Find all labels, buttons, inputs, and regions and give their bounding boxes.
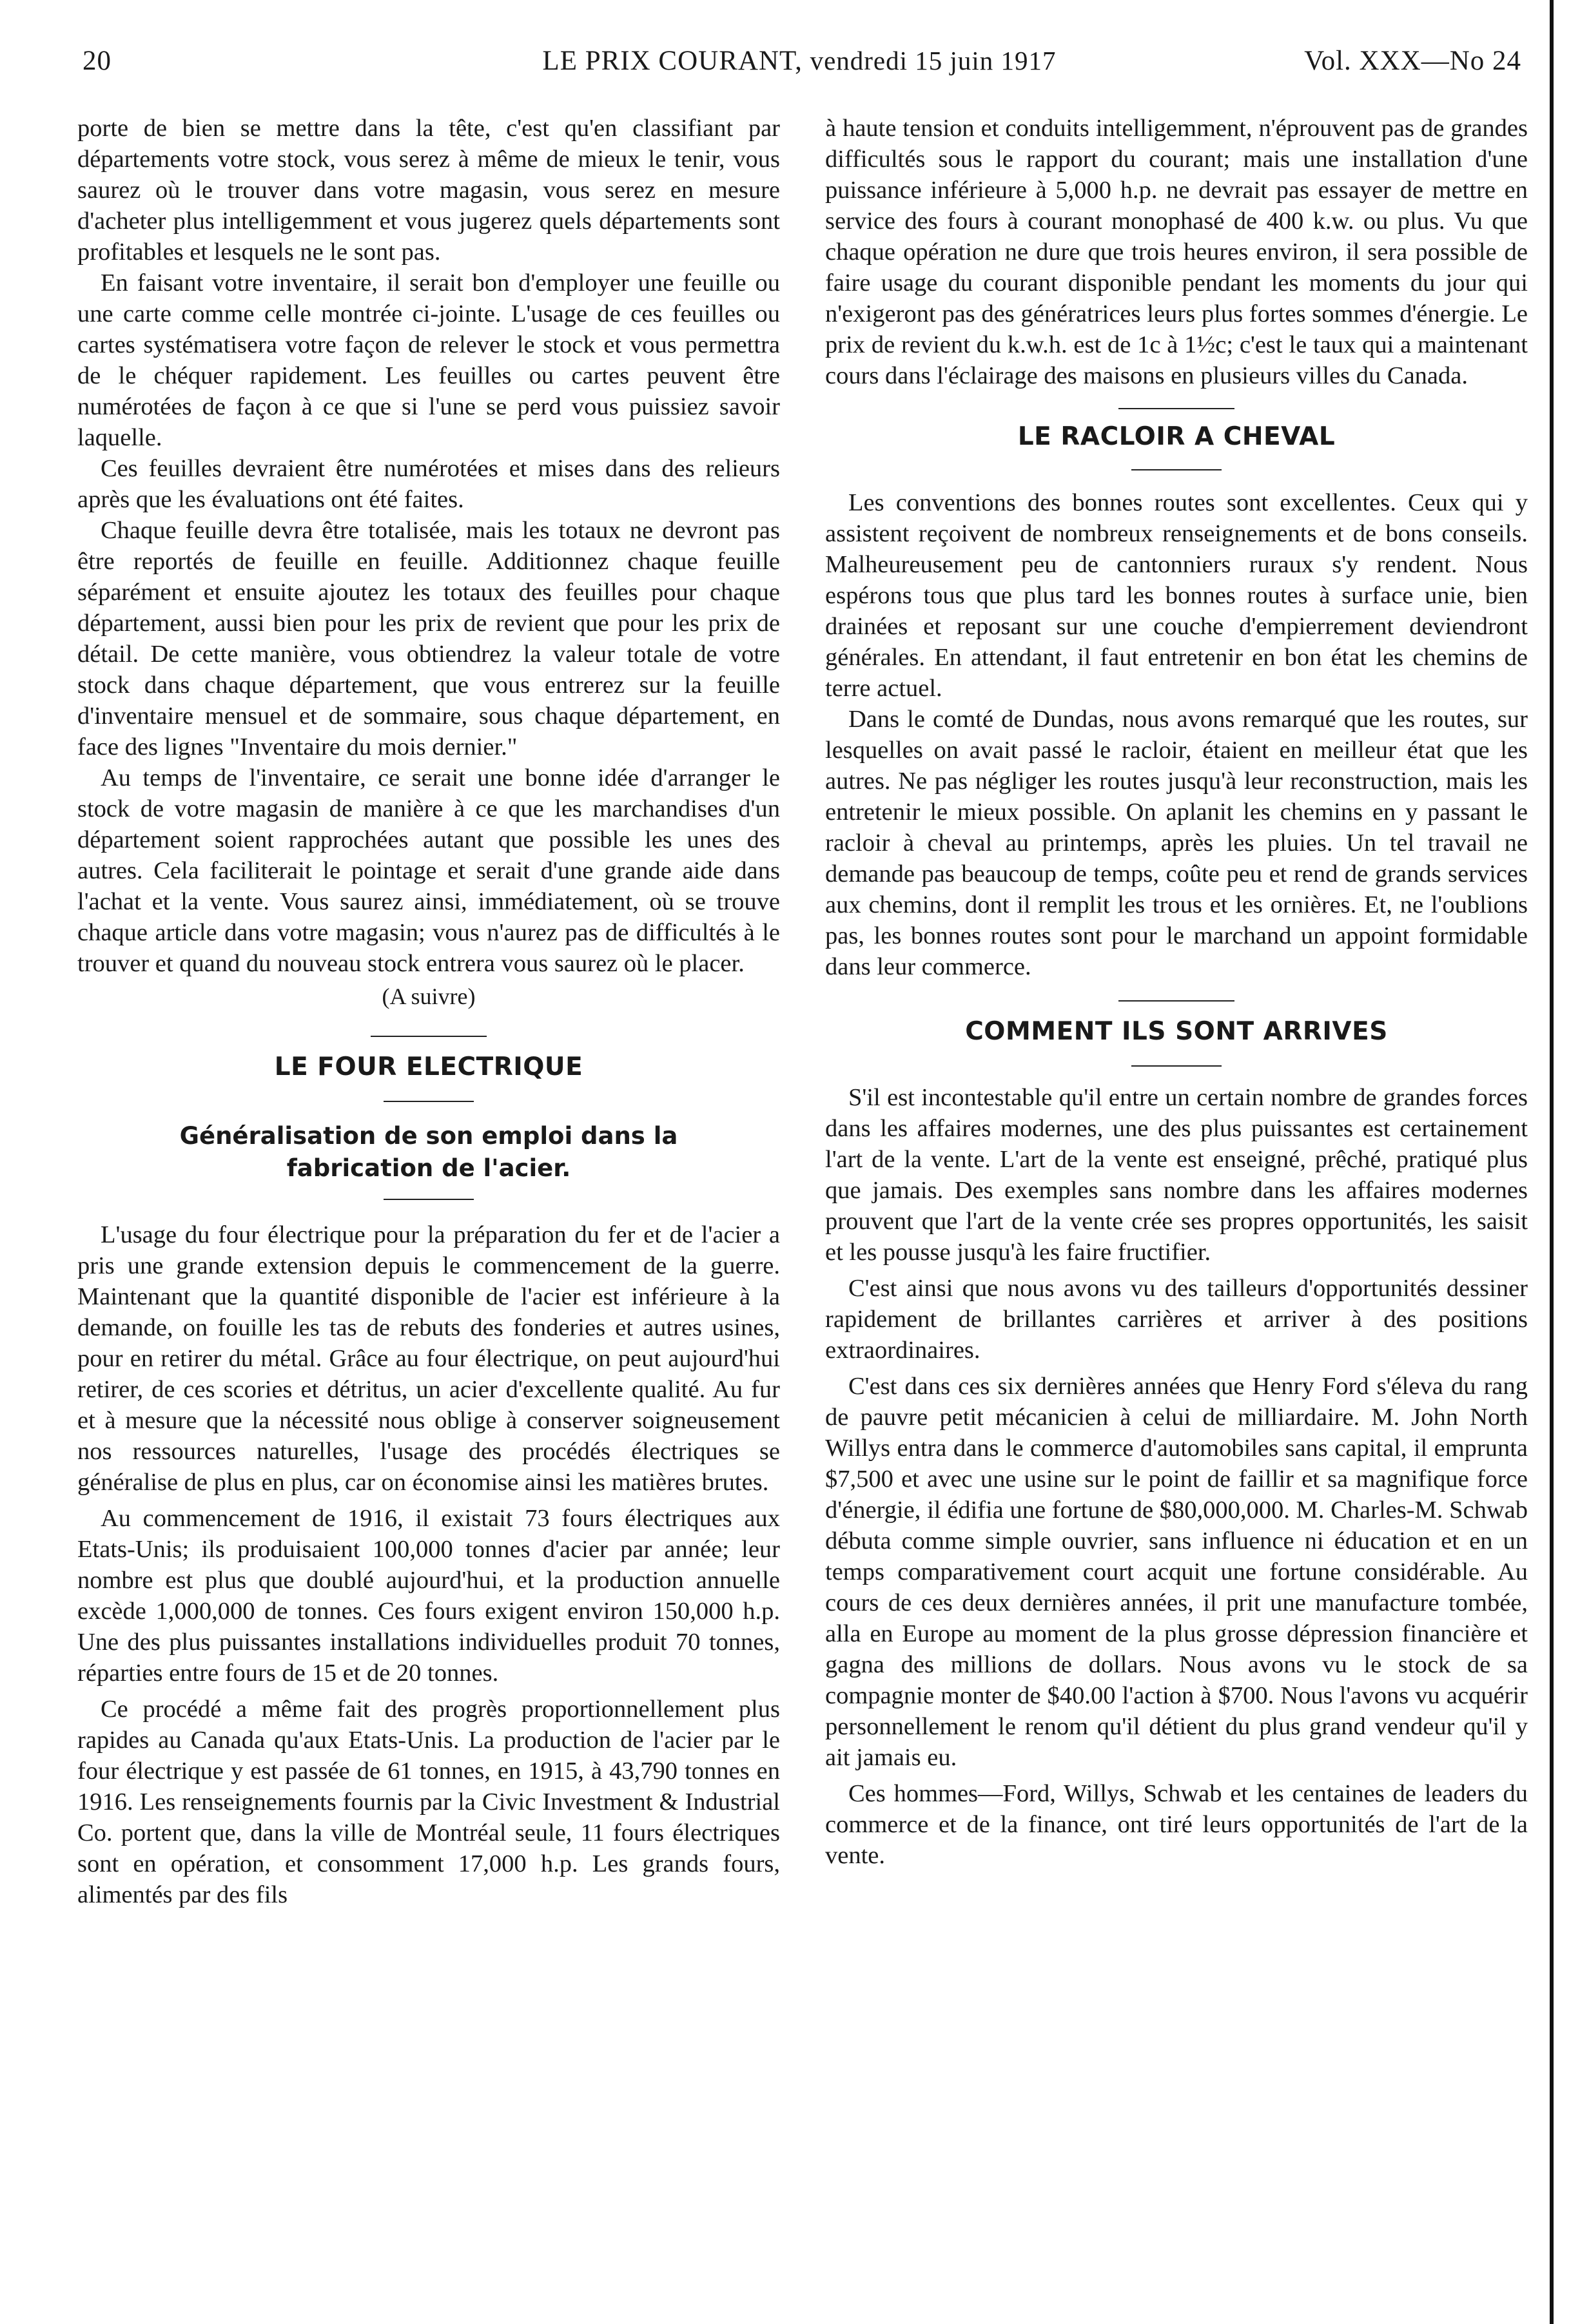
body-paragraph: Ce procédé a même fait des progrès proportionnellement plus rapides au Canada qu'aux Etats-Unis. La production de l'acier par le four électrique y est passée de 61 tonnes, en 1915, à 43,790 tonnes en 1916. Les renseignements fournis par la Civic Investment & Industrial Co. portent que, dans la ville de Montréal seule, 11 fours électriques sont en opération, et consomment 17,000 h.p. Les grands fours, alimentés par des fils [77, 1696, 780, 1908]
issue-date: vendredi 15 juin 1917 [810, 46, 1057, 75]
page-header [77, 40, 1521, 85]
body-paragraph: Les conventions des bonnes routes sont excellentes. Ceux qui y assistent reçoivent de nombreux renseignements et de bons conseils. Malheureusement peu de cantonniers ruraux s'y rendent. Nous espérons tous que plus tard les bonnes routes à surface unie, bien drainées et reposant sur une couche d'empierrement deviendront générales. En attendant, il faut entretenir en bon état les chemins de terre actuel. [825, 489, 1528, 702]
article-title-comment: COMMENT ILS SONT ARRIVES [965, 1017, 1388, 1046]
title-underline [1131, 469, 1222, 470]
body-paragraph: Chaque feuille devra être totalisée, mais les totaux ne devront pas être reportés de feuille en feuille. Additionnez chaque feuille séparément et ensuite ajoutez les totaux des feuilles pour chaque département, aussi bien pour les prix de revient que pour les prix de détail. De cette manière, vous obtiendrez la valeur totale de votre stock dans chaque département, que vous entrerez sur la feuille d'inventaire mensuel et de sommaire, sous chaque département, en face des lignes "Inventaire du mois dernier." [77, 517, 780, 760]
body-paragraph: porte de bien se mettre dans la tête, c'est qu'en classifiant par départements votre stock, vous serez à même de mieux le tenir, vous saurez où le trouver dans votre magasin, vous serez en mesure d'acheter plus intelligemment et vous jugerez quels départements sont profitables et lesquels ne le sont pas. [77, 115, 780, 266]
body-paragraph: En faisant votre inventaire, il serait bon d'employer une feuille ou une carte comme celle montrée ci-jointe. L'usage de ces feuilles ou cartes systématisera votre façon de relever le stock et vous permettra de le chéquer rapidement. Les feuilles ou cartes peuvent être numérotées de façon à ce que si l'une se perd vous puissiez savoir laquelle. [77, 269, 780, 451]
body-paragraph: à haute tension et conduits intelligemment, n'éprouvent pas de grandes difficultés sous le rapport du courant; mais une installation d'une puissance inférieure à 5,000 h.p. ne devrait pas essayer de mettre en service des fours à courant monophasé de 400 k.w. ou plus. Vu que chaque opération ne dure que trois heures environ, il sera possible de faire usage du courant disponible pendant les moments du jour qui n'exigeront pas des génératrices leurs plus fortes sommes d'énergie. Le prix de revient du k.w.h. est de 1c à 1½c; c'est le taux qui a maintenant cours dans l'éclairage des maisons en plusieurs villes du Canada. [825, 115, 1528, 389]
body-paragraph: Ces feuilles devraient être numérotées et mises dans des relieurs après que les évaluations ont été faites. [77, 455, 780, 513]
volume-number: Vol. XXX—No 24 [1304, 46, 1521, 76]
page-edge-rule [1550, 0, 1554, 2324]
article-title-racloir: LE RACLOIR A CHEVAL [1017, 422, 1336, 451]
body-paragraph: S'il est incontestable qu'il entre un certain nombre de grandes forces dans les affaires modernes, une des plus puissantes est certainement l'art de la vente. L'art de la vente est enseigné, prêché, pratiqué plus que jamais. Des exemples sans nombre dans les affaires modernes prouvent que l'art de la vente crée ses propres opportunités, les saisit et les pousse jusqu'à les faire fructifier. [825, 1084, 1528, 1266]
section-divider [371, 1036, 487, 1037]
left-column [77, 113, 780, 1910]
section-divider [1118, 408, 1234, 409]
publication-name: LE PRIX COURANT, [542, 46, 803, 76]
page-number: 20 [83, 46, 112, 76]
right-column [825, 113, 1528, 1871]
title-underline [384, 1101, 474, 1102]
body-paragraph: Ces hommes—Ford, Willys, Schwab et les centaines de leaders du commerce et de la finance, ont tiré leurs opportunités de l'art de la vente. [825, 1780, 1528, 1869]
subtitle-underline [384, 1199, 474, 1200]
article-subtitle-four: Généralisation de son emploi dans la fabrication de l'acier. [179, 1122, 678, 1182]
body-paragraph: C'est dans ces six dernières années que Henry Ford s'éleva du rang de pauvre petit mécanicien à celui de milliardaire. M. John North Willys entra dans le commerce d'automobiles sans capital, il emprunta $7,500 et avec une usine sur le point de faillir et sa magnifique force d'énergie, il édifia une fortune de $80,000,000. M. Charles-M. Schwab débuta comme simple ouvrier, sans influence ni éducation et en un temps comparativement court acquit une fortune considérable. Au cours de ces deux dernières années, il prit une manufacture tombée, alla en Europe au moment de la plus grosse dépression financière et gagna des millions de dollars. Nous avons vu le stock de sa compagnie monter de $40.00 l'action à $700. Nous l'avons vu acquérir personnellement le renom qu'il détient du plus grand vendeur qu'il y ait jamais eu. [825, 1373, 1528, 1771]
body-paragraph: Au commencement de 1916, il existait 73 fours électriques aux Etats-Unis; ils produisaient 100,000 tonnes d'acier par année; leur nombre est plus que doublé aujourd'hui, et la production annuelle excède 1,000,000 de tonnes. Ces fours exigent environ 150,000 h.p. Une des plus puissantes installations individuelles produit 70 tonnes, réparties entre fours de 15 et de 20 tonnes. [77, 1505, 780, 1687]
body-paragraph: Au temps de l'inventaire, ce serait une bonne idée d'arranger le stock de votre magasin de manière à ce que les marchandises d'un département soient rapprochées autant que possible les unes des autres. Cela faciliterait le pointage et serait d'une grande aide dans l'achat et la vente. Vous saurez ainsi, immédiatement, où se trouve chaque article dans votre magasin; vous n'aurez pas de difficultés à le trouver et quand du nouveau stock entrera vous saurez où le placer. [77, 764, 780, 977]
to-be-continued: (A suivre) [382, 983, 476, 1009]
body-paragraph: C'est ainsi que nous avons vu des tailleurs d'opportunités dessiner rapidement de brillantes carrières et arriver à des positions extraordinaires. [825, 1275, 1528, 1364]
title-underline [1131, 1065, 1222, 1067]
body-paragraph: Dans le comté de Dundas, nous avons remarqué que les routes, sur lesquelles on avait passé le racloir, étaient en meilleur état que les autres. Ne pas négliger les routes jusqu'à leur reconstruction, mais les entretenir le mieux possible. On aplanit les chemins en y passant le racloir à cheval au printemps, après les pluies. Un tel travail ne demande pas beaucoup de temps, coûte peu et rend de grands services aux chemins, dont il remplit les trous et les ornières. Et, ne l'oublions pas, les bonnes routes sont pour le marchand un appoint formidable dans leur commerce. [825, 706, 1528, 980]
article-title-four: LE FOUR ELECTRIQUE [274, 1052, 583, 1081]
section-divider [1118, 1000, 1234, 1002]
body-paragraph: L'usage du four électrique pour la préparation du fer et de l'acier a pris une grande extension depuis le commencement de la guerre. Maintenant que la quantité disponible de l'acier est inférieure à la demande, on fouille les tas de rebuts des fonderies et autres usines, pour en retirer du métal. Grâce au four électrique, on peut aujourd'hui retirer, de ces scories et détritus, un acier d'excellente qualité. Au fur et à mesure que la nécessité nous oblige à conserver soigneusement nos ressources naturelles, l'usage des procédés électriques se généralise de plus en plus, car on économise ainsi les matières brutes. [77, 1221, 780, 1496]
